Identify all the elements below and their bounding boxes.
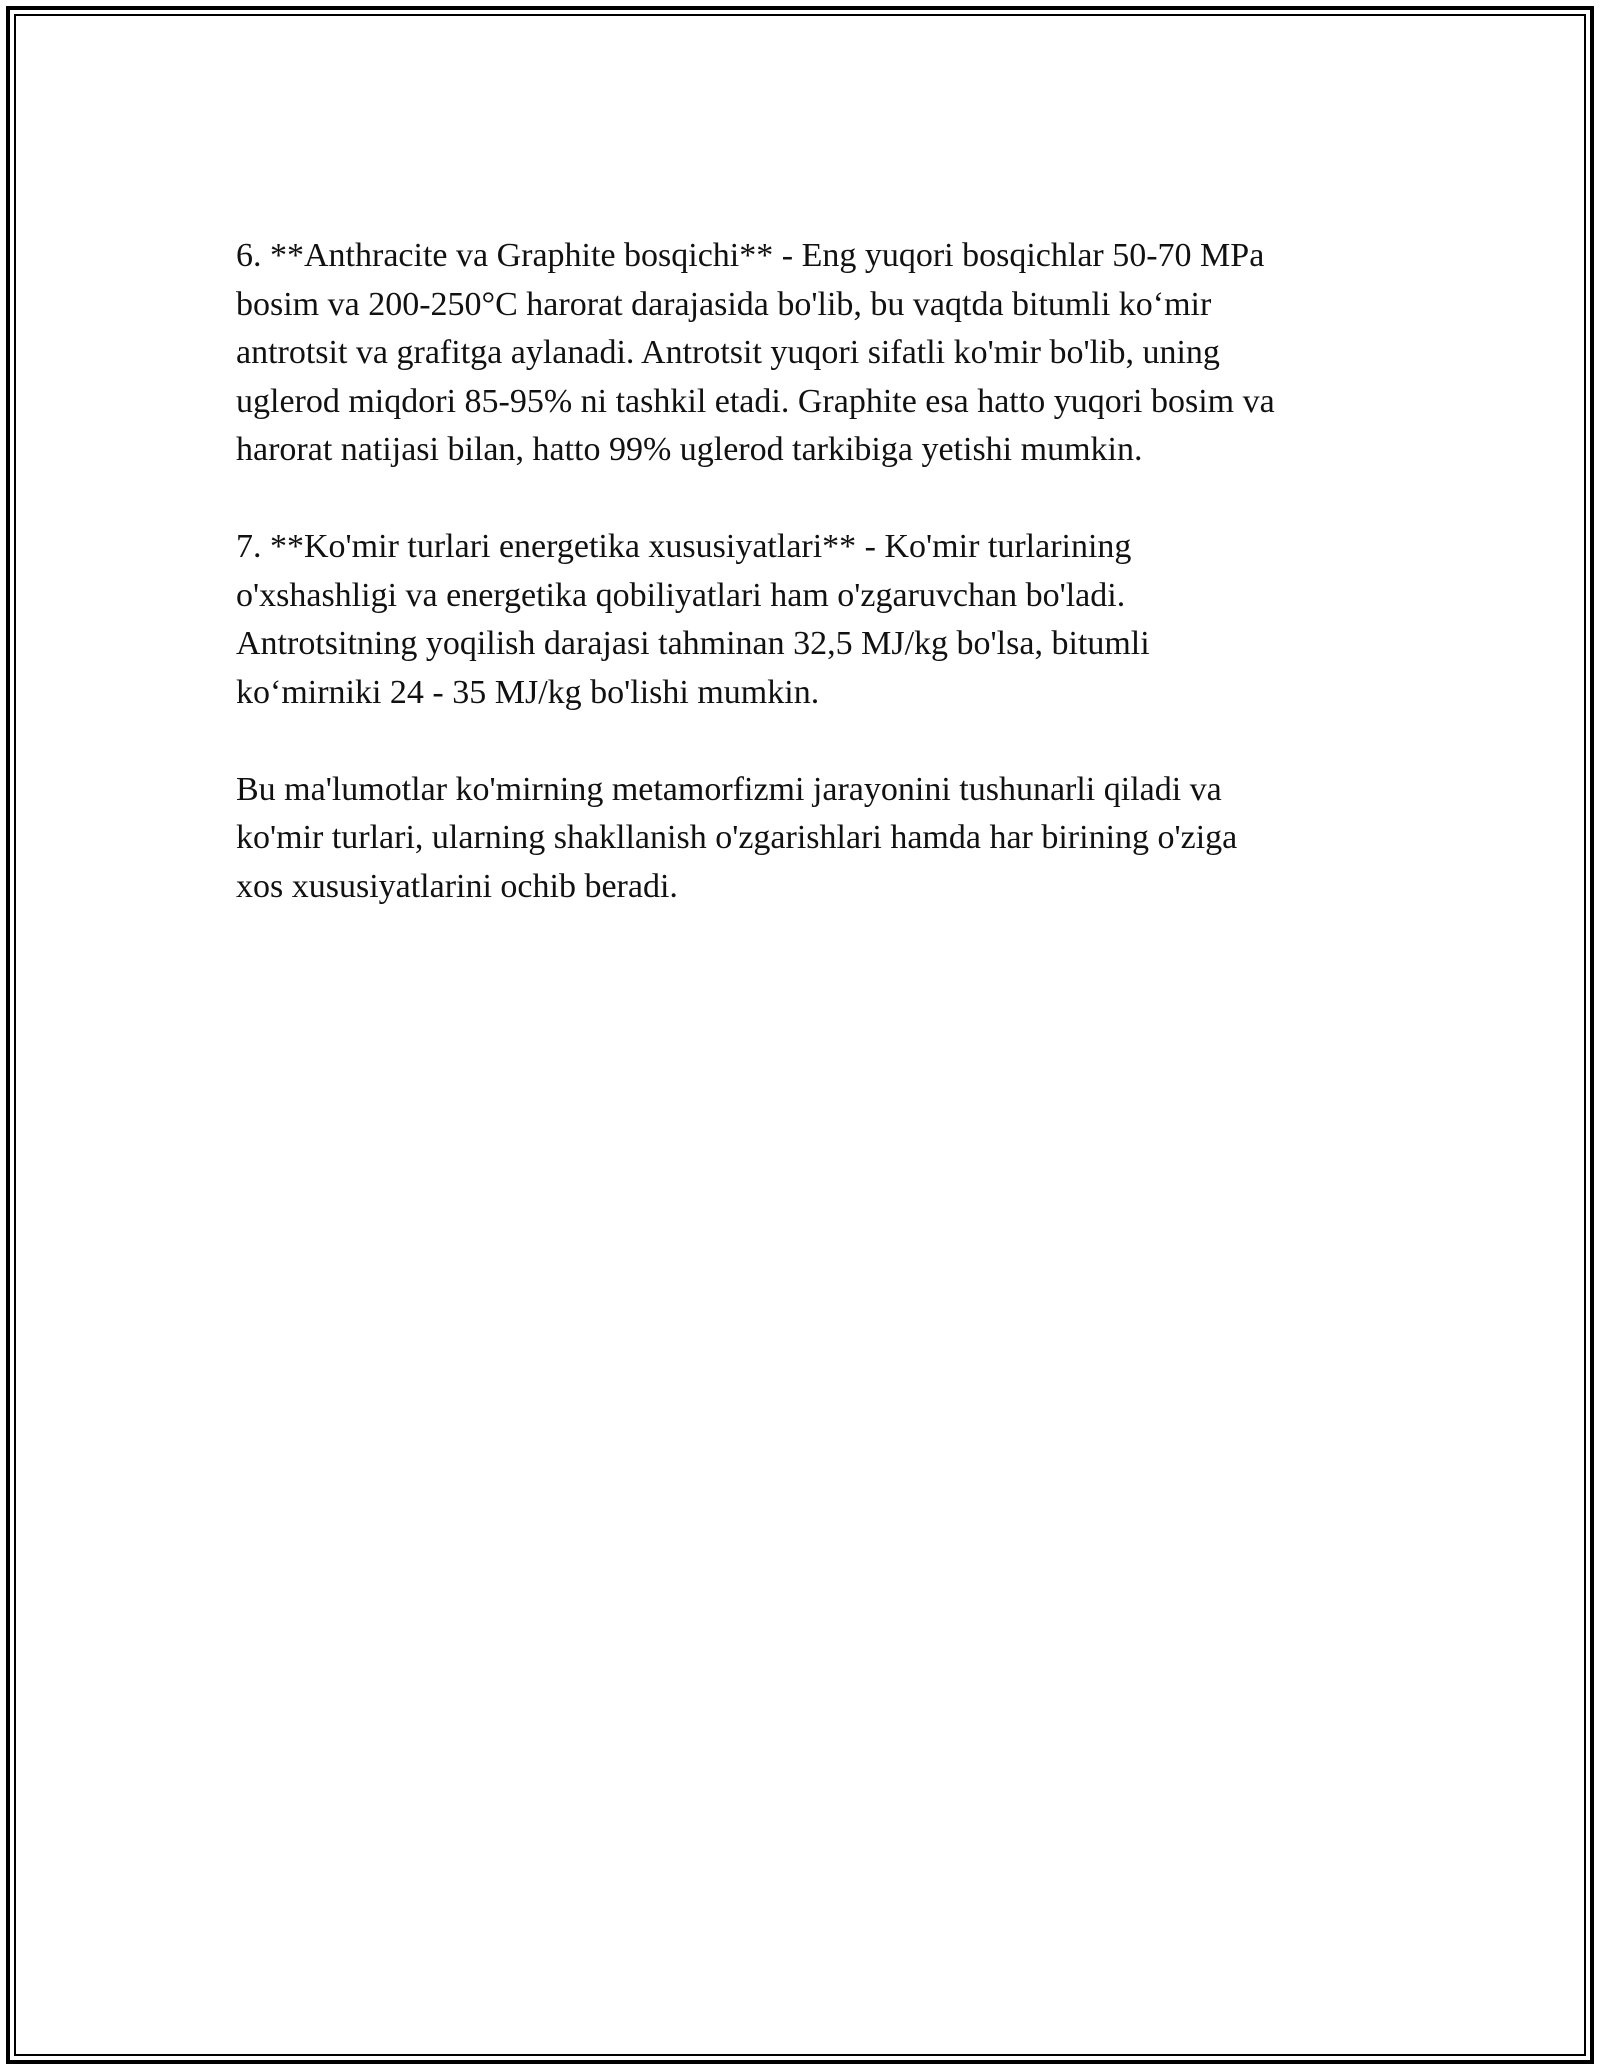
text-line: ko‘mirniki 24 - 35 MJ/kg bo'lishi mumkin. bbox=[236, 673, 820, 711]
text-line: harorat natijasi bilan, hatto 99% uglerod tarkibiga yetishi mumkin. bbox=[236, 431, 1143, 468]
text-line: antrotsit va grafitga aylanadi. Antrotsit yuqori sifatli ko'mir bo'lib, uning bbox=[236, 334, 1220, 371]
text-line: bosim va 200-250°C harorat darajasida bo'lib, bu vaqtda bitumli ko‘mir bbox=[236, 285, 1212, 323]
text-line: 7. **Ko'mir turlari energetika xususiyatlari** - Ko'mir turlarining bbox=[236, 528, 1132, 565]
text-line: uglerod miqdori 85-95% ni tashkil etadi. Graphite esa hatto yuqori bosim va bbox=[236, 382, 1275, 420]
text-line: Bu ma'lumotlar ko'mirning metamorfizmi jarayonini tushunarli qiladi va bbox=[236, 770, 1222, 808]
paragraph-conclusion bbox=[236, 766, 1366, 912]
text-line: ko'mir turlari, ularning shakllanish o'zgarishlari hamda har birining o'ziga bbox=[236, 819, 1238, 856]
paragraph-energy-properties bbox=[236, 523, 1366, 717]
document-body bbox=[236, 232, 1366, 960]
text-line: Antrotsitning yoqilish darajasi tahminan 32,5 MJ/kg bo'lsa, bitumli bbox=[236, 625, 1150, 662]
text-line: o'xshashligi va energetika qobiliyatlari ham o'zgaruvchan bo'ladi. bbox=[236, 576, 1126, 614]
text-line: xos xususiyatlarini ochib beradi. bbox=[236, 867, 678, 905]
text-line: 6. **Anthracite va Graphite bosqichi** - Eng yuqori bosqichlar 50-70 MPa bbox=[236, 237, 1265, 274]
paragraph-anthracite-graphite bbox=[236, 232, 1366, 475]
